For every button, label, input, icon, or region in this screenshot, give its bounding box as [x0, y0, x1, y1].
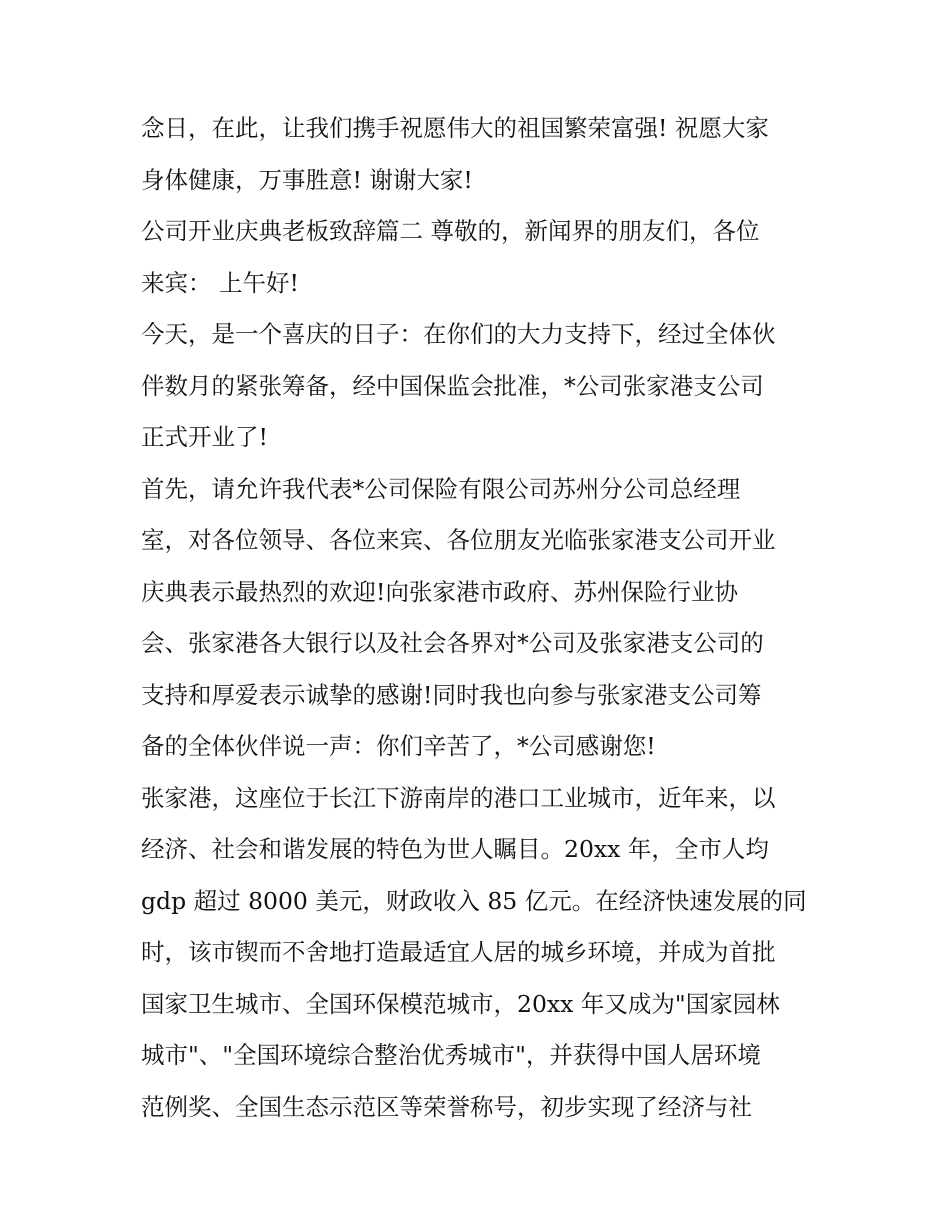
- text-line: 经济、社会和谐发展的特色为世人瞩目。20xx 年，全市人均: [141, 835, 769, 863]
- text-line: 张家港，这座位于长江下游南岸的港口工业城市，近年来，以: [141, 783, 776, 812]
- text-line: 念日，在此，让我们携手祝愿伟大的祖国繁荣富强! 祝愿大家: [141, 114, 769, 142]
- text-line: 伴数月的紧张筹备，经中国保监会批准，*公司张家港支公司: [141, 371, 764, 400]
- text-line: 今天，是一个喜庆的日子：在你们的大力支持下，经过全体伙: [141, 320, 776, 348]
- text-line: 室，对各位领导、各位来宾、各位朋友光临张家港支公司开业: [141, 526, 776, 554]
- text-line: 身体健康，万事胜意! 谢谢大家!: [141, 165, 473, 194]
- text-line: 庆典表示最热烈的欢迎!向张家港市政府、苏州保险行业协: [141, 577, 738, 606]
- text-line: 备的全体伙伴说一声：你们辛苦了，*公司感谢您!: [141, 732, 656, 760]
- text-line: 国家卫生城市、全国环保模范城市，20xx 年又成为"国家园林: [141, 989, 780, 1018]
- text-line: 会、张家港各大银行以及社会各界对*公司及张家港支公司的: [141, 629, 764, 657]
- text-line: 正式开业了!: [141, 423, 268, 451]
- text-line: 城市"、"全国环境综合整治优秀城市"，并获得中国人居环境: [141, 1041, 761, 1069]
- text-line: 支持和厚爱表示诚挚的感谢!同时我也向参与张家港支公司筹: [141, 680, 762, 709]
- document-body: [141, 103, 821, 1133]
- text-line: 来宾： 上午好!: [141, 268, 299, 297]
- text-line: 首先，请允许我代表*公司保险有限公司苏州分公司总经理: [141, 474, 741, 503]
- text-line: 公司开业庆典老板致辞篇二 尊敬的，新闻界的朋友们，各位: [141, 217, 760, 245]
- text-line: gdp 超过 8000 美元，财政收入 85 亿元。在经济快速发展的同: [141, 886, 807, 915]
- text-line: 范例奖、全国生态示范区等荣誉称号，初步实现了经济与社: [141, 1092, 752, 1121]
- text-line: 时，该市锲而不舍地打造最适宜人居的城乡环境，并成为首批: [141, 938, 776, 966]
